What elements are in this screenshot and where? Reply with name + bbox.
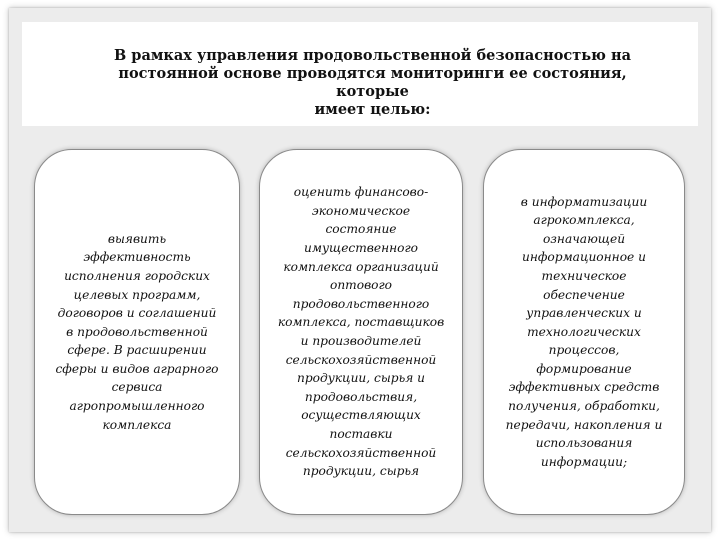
- goal-card-2: [259, 149, 463, 515]
- goal-card-2-text: оценить финансово- экономическое состояние имущественного комплекса организаций оптового продовольственного комплекса, поставщиков и производителей сельскохозяйственной продукции, сырья и продовольствия, осуществляющих поставки сельскохозяйственной продукции, сырья: [277, 185, 445, 479]
- goal-card-1: [34, 149, 240, 515]
- slide-title: В рамках управления продовольственной безопасностью на постоянной основе проводятся мониторинги ее состояния, которые имеет целью:: [114, 47, 631, 118]
- goal-card-1-text: выявить эффективность исполнения городских целевых программ, договоров и соглашений в продовольственной сфере. В расширении сферы и видов аграрного сервиса агропромышленного комплекса: [55, 231, 219, 432]
- goal-card-3: [483, 149, 685, 515]
- goal-card-3-text: в информатизации агрокомплекса, означающей информационное и техническое обеспечение управленческих и технологических процессов, формирование эффективных средств получения, обработки, передачи, накопления и использования информации;: [505, 194, 663, 469]
